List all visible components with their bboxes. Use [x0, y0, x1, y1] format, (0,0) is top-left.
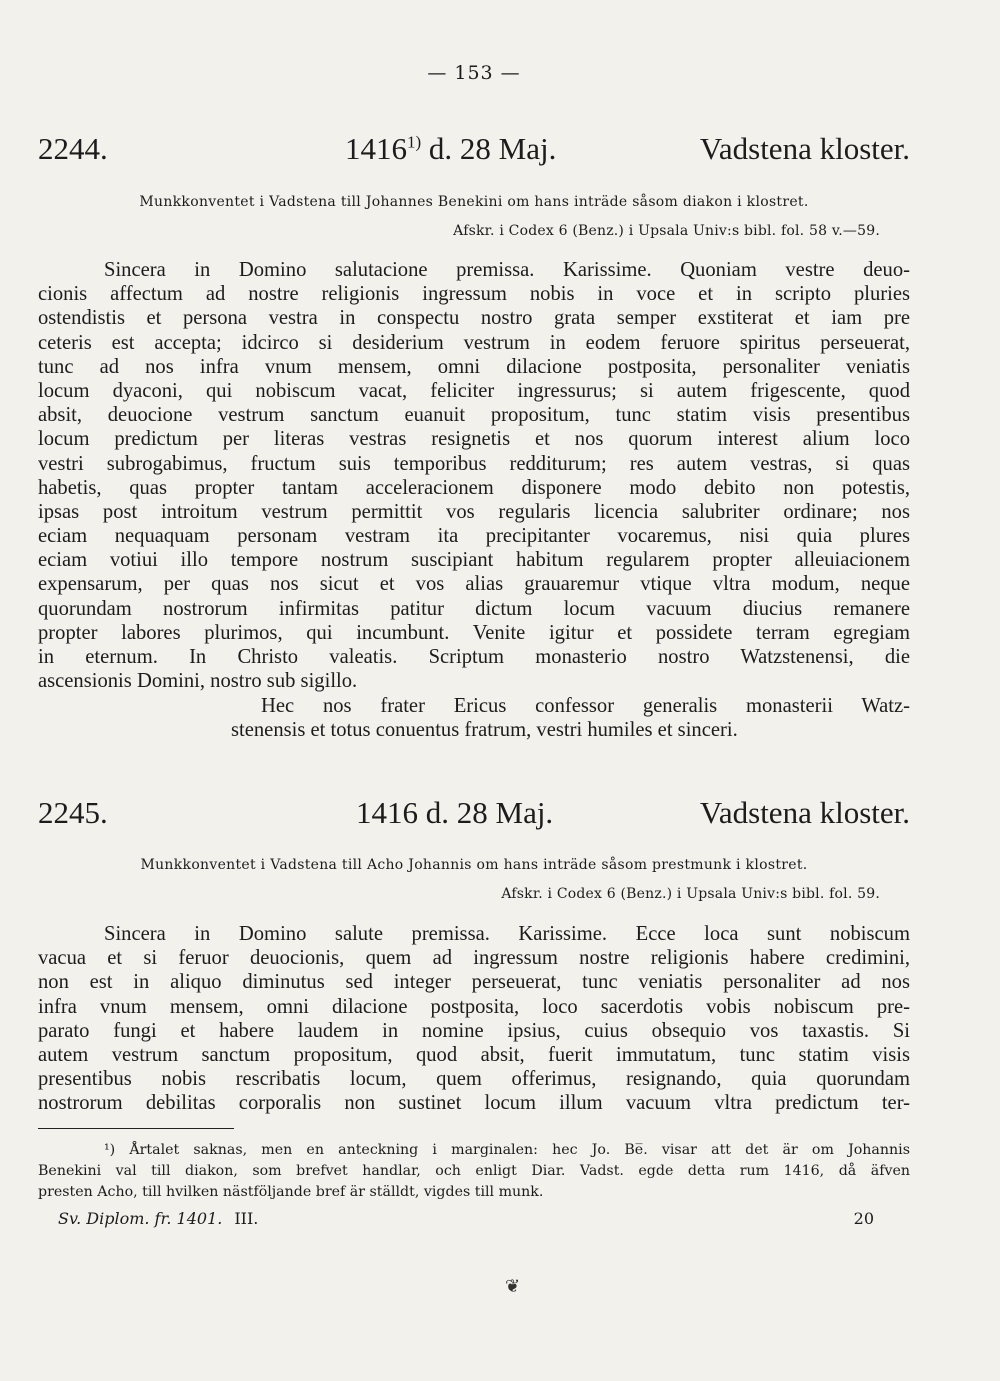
text-line: tunc ad nos infra vnum mensem, omni dilacione postposita, personaliter veniatis — [38, 355, 910, 378]
entry-day: d. 28 Maj. — [425, 795, 554, 830]
text-line: expensarum, per quas nos sicut et vos alias grauaremur vtique vltra modum, neque — [38, 573, 910, 596]
text-line: habetis, quas propter tantam acceleracionem disponere modo debito non potestis, — [38, 476, 910, 499]
footnote-line: presten Acho, till hvilken nästföljande bref är ställdt, vigdes till munk. — [38, 1184, 544, 1200]
entry-summary: Munkkonventet i Vadstena till Johannes Benekini om hans inträde såsom diakon i klostret. — [139, 194, 809, 210]
signature-line: Hec nos frater Ericus confessor generalis monasterii Watz- — [261, 695, 910, 717]
entry-date — [356, 795, 553, 831]
text-line: parato fungi et habere laudem in nomine ipsius, cuius obsequio vos taxastis. Si — [38, 1019, 910, 1042]
text-line: ipsas post introitum vestrum permittit vos regularis licencia salubriter ordinare; nos — [38, 500, 910, 523]
entry-year: 1416 — [345, 131, 407, 166]
text-line: ascensionis Domini, nostro sub sigillo. — [38, 670, 358, 693]
text-line: absit, deuocione vestrum sanctum euanuit propositum, tunc statim visis presentibus — [38, 404, 910, 427]
text-line: infra vnum mensem, omni dilacione postposita, loco sacerdotis vobis nobiscum pre- — [38, 995, 910, 1018]
entry-day: d. 28 Maj. — [428, 131, 557, 166]
entry-heading — [38, 795, 910, 835]
entry-place: Vadstena kloster. — [699, 131, 910, 166]
text-line: propter labores plurimos, qui incumbunt. Venite igitur et possidete terram egregiam — [38, 621, 910, 644]
footer-signature — [58, 1209, 258, 1228]
footnote-line: ¹) Årtalet saknas, men en anteckning i marginalen: hec Jo. Be̅. visar att det är om Johannis — [104, 1142, 910, 1158]
text-line: eciam votiui illo tempore nostrum suscipiant habitum regularem propter alleuiacionem — [38, 549, 910, 572]
footer-sheet-number: 20 — [853, 1209, 874, 1228]
entry-date — [345, 131, 556, 167]
text-line: presentibus nobis rescribatis locum, quem offerimus, resignando, quia quorundam — [38, 1068, 910, 1091]
footnote-line: Benekini val till diakon, som brefvet handlar, och enligt Diar. Vadst. egde detta rum 1416, då äfven — [38, 1163, 910, 1179]
entry-signature — [38, 694, 910, 742]
text-line: quorundam nostrorum infirmitas patitur dictum locum vacuum diucius remanere — [38, 597, 910, 620]
entry-place: Vadstena kloster. — [699, 795, 910, 830]
footer-series: Sv. Diplom. fr. 1401. — [58, 1209, 223, 1228]
text-line: Sincera in Domino salute premissa. Karissime. Ecce loca sunt nobiscum — [104, 923, 910, 945]
footer-volume: III. — [234, 1209, 259, 1228]
footnote-rule — [38, 1128, 234, 1129]
entry-number: 2244. — [38, 131, 108, 166]
entry-heading — [38, 131, 910, 171]
entry-year: 1416 — [356, 795, 418, 830]
text-line: cionis affectum ad nostre religionis ingressum nobis in voce et in scripto pluries — [38, 283, 910, 306]
ornament-icon: ❦ — [505, 1276, 521, 1297]
text-line: ceteris est accepta; idcirco si desiderium vestrum in eodem feruore spiritus perseuerat, — [38, 331, 910, 354]
signature-line: stenensis et totus conuentus fratrum, vestri humiles et sinceri. — [231, 719, 738, 742]
page-number: — 153 — — [427, 62, 521, 84]
entry-source: Afskr. i Codex 6 (Benz.) i Upsala Univ:s bibl. fol. 59. — [501, 886, 880, 902]
text-line: non est in aliquo diminutus sed integer perseuerat, tunc veniatis personaliter ad nos — [38, 971, 910, 994]
text-line: vestri subrogabimus, fructum suis temporibus redditurum; res autem vestras, si quas — [38, 452, 910, 475]
text-line: autem vestrum sanctum propositum, quod absit, fuerit immutatum, tunc statim visis — [38, 1043, 910, 1066]
text-line: vacua et si feruor deuocionis, quem ad ingressum nostre religionis habere credimini, — [38, 947, 910, 970]
text-line: eciam nequaquam personam vestram ita precipitanter vocaremus, nisi quia plures — [38, 525, 910, 548]
entry-number: 2245. — [38, 795, 108, 830]
entry-source: Afskr. i Codex 6 (Benz.) i Upsala Univ:s bibl. fol. 58 v.—59. — [453, 223, 880, 239]
text-line: locum predictum per literas vestras resignetis et nos quorum interest alium loco — [38, 428, 910, 451]
text-line: ostendistis et persona vestra in conspectu nostro grata semper exstiterat et iam pre — [38, 307, 910, 330]
footnote-mark: 1) — [407, 132, 422, 152]
text-line: locum dyaconi, qui nobiscum vacat, feliciter ingressurus; si autem frigescente, quod — [38, 379, 910, 402]
entry-summary: Munkkonventet i Vadstena till Acho Johannis om hans inträde såsom prestmunk i klostret. — [140, 857, 808, 873]
text-line: Sincera in Domino salutacione premissa. Karissime. Quoniam vestre deuo- — [104, 259, 910, 281]
entry-body — [38, 922, 910, 1116]
footnote — [38, 1140, 910, 1203]
text-line: nostrorum debilitas corporalis non sustinet locum illum vacuum vltra predictum ter- — [38, 1092, 910, 1115]
text-line: in eternum. In Christo valeatis. Scriptum monasterio nostro Watzstenensi, die — [38, 646, 910, 668]
entry-body — [38, 258, 910, 693]
